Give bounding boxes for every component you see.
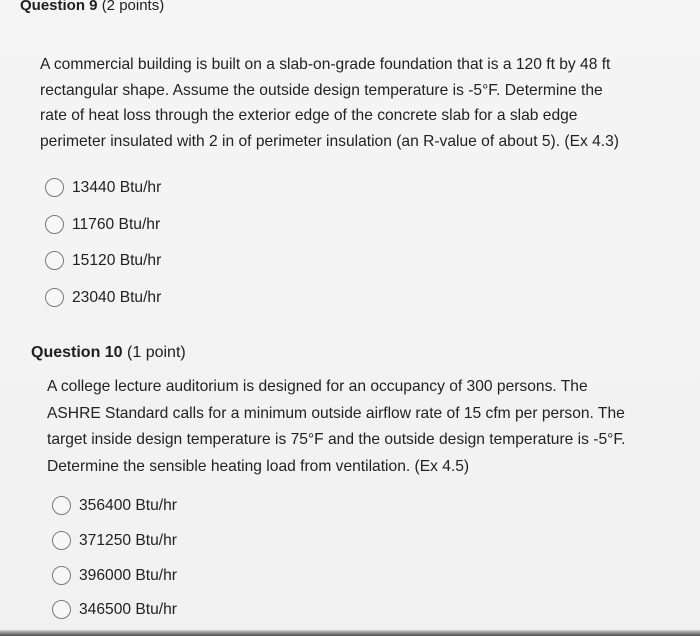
question-10-text: A college lecture auditorium is designed for an occupancy of 300 persons. The ASHRE Standard calls for a minimum outside airflow rate of 15 cfm per person. The target inside design temperature is 75°F and the outside design temperature is -5°F. Determine the sensible heating load from ventilation. (Ex 4.5)	[47, 378, 626, 475]
question-9-option-3[interactable]	[45, 251, 161, 270]
radio-button-icon[interactable]	[52, 600, 71, 619]
question-9-option-4[interactable]	[45, 288, 161, 307]
option-label: 23040 Btu/hr	[72, 288, 162, 306]
option-label: 396000 Btu/hr	[79, 566, 177, 584]
question-10-option-1[interactable]	[52, 496, 177, 515]
radio-button-icon[interactable]	[45, 178, 64, 197]
question-9-title: Question 9	[20, 0, 98, 14]
question-9-text: A commercial building is built on a slab-on-grade foundation that is a 120 ft by 48 ft rectangular shape. Assume the outside design temperature is -5°F. Determine the rate of heat loss through the exterior edge of the concrete slab for a slab edge perimeter insulated with 2 in of perimeter insulation (an R-value of about 5). (Ex 4.3)	[40, 56, 619, 151]
option-label: 15120 Btu/hr	[72, 251, 162, 269]
radio-button-icon[interactable]	[52, 566, 71, 585]
option-label: 346500 Btu/hr	[79, 600, 177, 618]
question-10-title: Question 10	[31, 344, 123, 361]
option-label: 11760 Btu/hr	[72, 215, 161, 233]
radio-button-icon[interactable]	[52, 531, 71, 550]
radio-button-icon[interactable]	[52, 496, 71, 515]
radio-button-icon[interactable]	[45, 288, 64, 307]
question-10-heading	[31, 344, 186, 362]
question-9-option-1[interactable]	[45, 178, 161, 197]
question-10-option-3[interactable]	[52, 566, 177, 585]
question-9-option-2[interactable]	[45, 215, 160, 234]
option-label: 13440 Btu/hr	[72, 178, 162, 196]
question-10-option-4[interactable]	[52, 600, 177, 619]
option-label: 356400 Btu/hr	[79, 496, 177, 514]
question-9-heading	[20, 0, 164, 14]
radio-button-icon[interactable]	[45, 215, 64, 234]
option-label: 371250 Btu/hr	[79, 531, 177, 549]
question-10-points: (1 point)	[127, 344, 186, 361]
question-10-option-2[interactable]	[52, 531, 177, 550]
screen-bottom-edge	[0, 630, 700, 636]
question-9-points: (2 points)	[101, 0, 165, 14]
radio-button-icon[interactable]	[45, 251, 64, 270]
